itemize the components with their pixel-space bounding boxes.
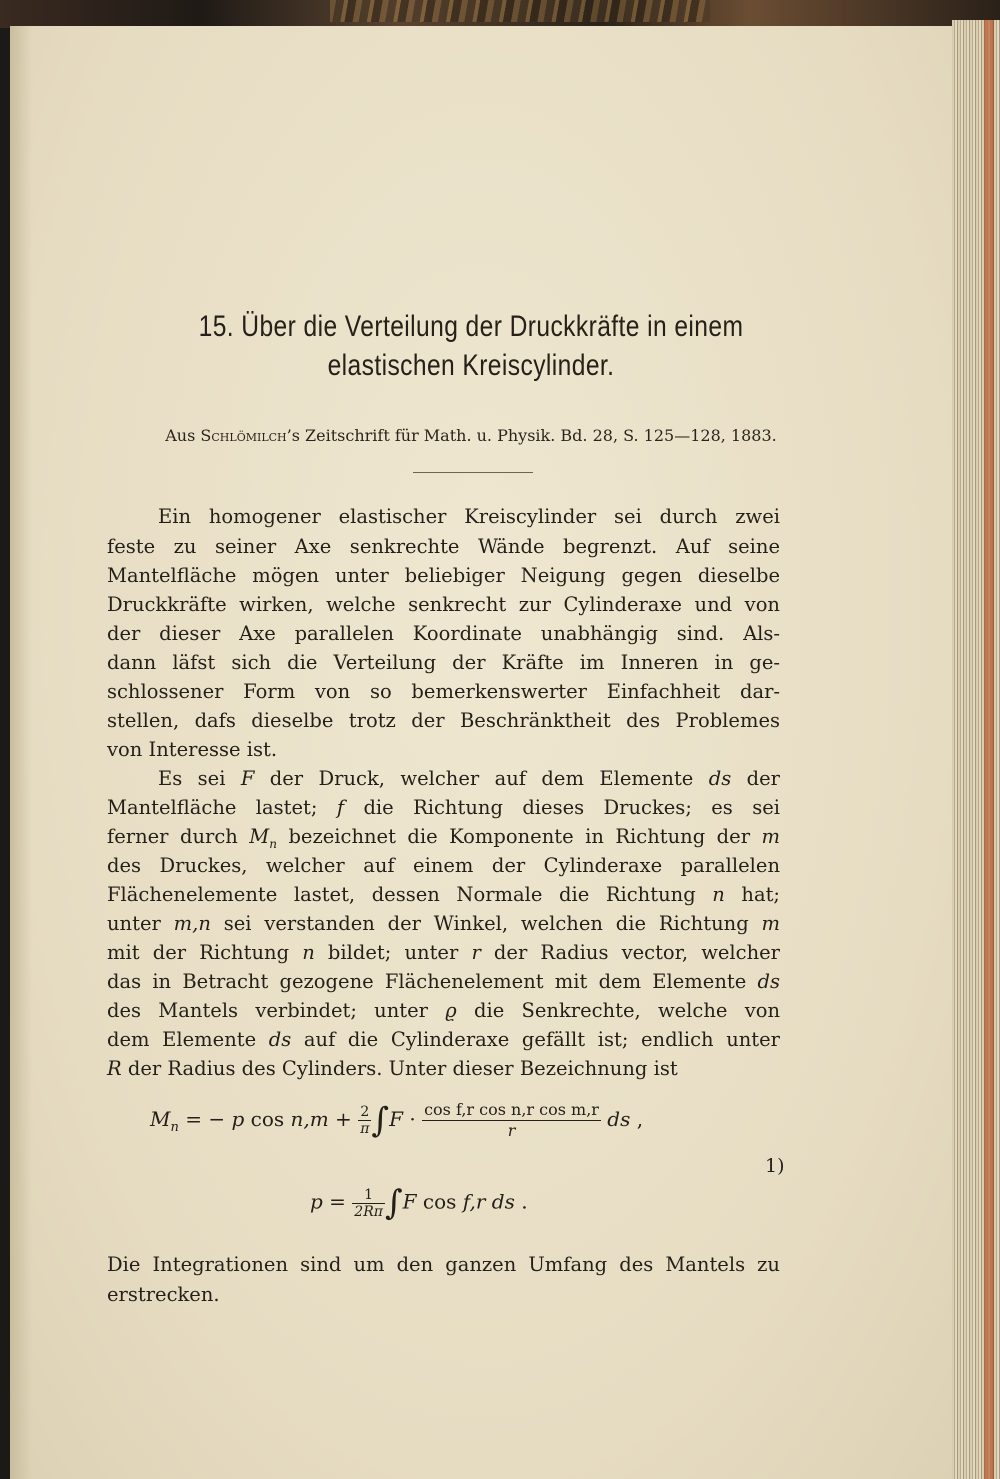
paragraph2-line: des Druckes, welcher auf einem der Cylinderaxe parallelen <box>107 854 780 877</box>
citation-details: ’s Zeitschrift für Math. u. Physik. Bd. 28, S. 125—128, 1883. <box>286 426 777 445</box>
paragraph1-line: von Interesse ist. <box>107 738 278 761</box>
paragraph2-line: R der Radius des Cylinders. Unter dieser Bezeichnung ist <box>107 1057 678 1080</box>
book-cover-edge <box>0 0 1000 28</box>
equation-2: p = $\frac{1}{2R\pi}$ ∫F cos f,r ds . <box>310 1183 528 1223</box>
paragraph1-line: stellen, dafs dieselbe trotz der Beschränktheit des Problemes <box>107 709 780 732</box>
paragraph1-line: Mantelfläche mögen unter beliebiger Neigung gegen dieselbe <box>107 564 780 587</box>
separator-rule <box>413 472 533 473</box>
paragraph3-line: erstrecken. <box>107 1283 220 1306</box>
cover-ornament <box>330 0 710 22</box>
integral-sign: ∫ <box>371 1100 390 1141</box>
paragraph2-line: Mantelfläche lastet; f die Richtung dieses Druckes; es sei <box>107 796 780 819</box>
paragraph2-line: dem Elemente ds auf die Cylinderaxe gefällt ist; endlich unter <box>107 1028 781 1051</box>
paragraph2-line: Es sei F der Druck, welcher auf dem Elemente ds der <box>158 767 780 790</box>
paragraph2-line: das in Betracht gezogene Flächenelement mit dem Elemente ds <box>107 970 780 993</box>
integral-sign: ∫ <box>384 1183 403 1223</box>
paragraph1-line: der dieser Axe parallelen Koordinate unabhängig sind. Als- <box>107 622 780 645</box>
fraction: $\frac{2}{\pi}$ <box>360 1104 370 1137</box>
paragraph3-line: Die Integrationen sind um den ganzen Umfang des Mantels zu <box>107 1253 780 1276</box>
paragraph1-line: schlossener Form von so bemerkenswerter Einfachheit dar- <box>107 680 780 703</box>
paragraph2-line: ferner durch $M_n$ bezeichnet die Komponente in Richtung der m <box>107 825 780 851</box>
paragraph2-line: des Mantels verbindet; unter ϱ die Senkrechte, welche von <box>107 999 781 1022</box>
paragraph1-line: feste zu seiner Axe senkrechte Wände begrenzt. Auf seine <box>107 535 780 558</box>
paragraph2-line: Flächenelemente lastet, dessen Normale die Richtung n hat; <box>107 883 780 906</box>
fraction: $\frac{1}{2R\pi}$ <box>354 1186 383 1220</box>
citation-author: Schlömilch <box>200 426 287 445</box>
equation-1: $M_n$ = − p cos n,m + $\frac{2}{\pi}$ ∫F · $\frac{\text{cos f,r cos n,r cos m,r}}{r}$ ds , <box>150 1100 644 1141</box>
fraction: $\frac{\text{cos f,r cos n,r cos m,r}}{r}$ <box>424 1100 599 1140</box>
equation-number: 1) <box>765 1155 785 1177</box>
source-citation <box>0 426 942 445</box>
paragraph2-line: unter m,n sei verstanden der Winkel, welchen die Richtung m <box>107 912 780 935</box>
citation-prefix: Aus <box>165 426 196 445</box>
paragraph1-line: dann läfst sich die Verteilung der Kräfte im Inneren in ge- <box>107 651 780 674</box>
paragraph1-line: Ein homogener elastischer Kreiscylinder sei durch zwei <box>158 505 780 528</box>
page-red-edge <box>984 20 994 1479</box>
chapter-title-line-1: 15. Über die Verteilung der Druckkräfte in einem <box>198 310 744 343</box>
chapter-title-line-2: elastischen Kreiscylinder. <box>327 349 615 382</box>
paragraph2-line: mit der Richtung n bildet; unter r der Radius vector, welcher <box>107 941 781 964</box>
page-gutter-shadow <box>10 26 32 1479</box>
paragraph1-line: Druckkräfte wirken, welche senkrecht zur Cylinderaxe und von <box>107 593 780 616</box>
